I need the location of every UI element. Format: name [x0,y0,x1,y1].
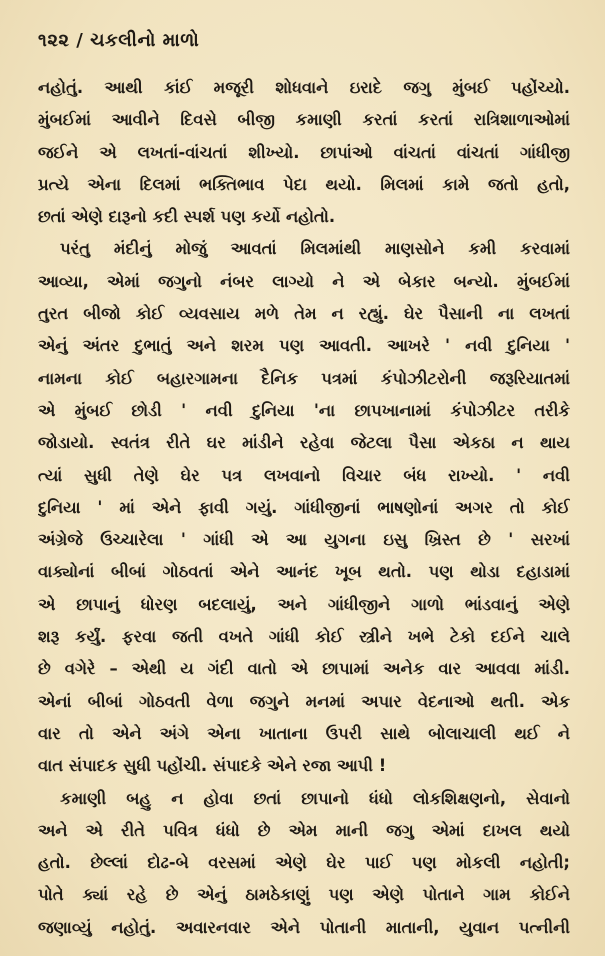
text-line: હતો. છેલ્લાં દોઢ-બે વરસમાં એણે ઘેર પાઈ પણ મોકલી નહોતી; [38,853,570,873]
text-line: એનાં બીબાં ગોઠવતી વેળા જગુને મનમાં અપાર વેદનાઓ થતી. એક [38,691,570,711]
body-text [38,72,570,944]
text-line: આવ્યા, એમાં જગુનો નંબર લાગ્યો ને એ બેકાર બન્યો. મુંબઈમાં [38,271,570,291]
text-line: વાર તો એને અંગે એના ખાતાના ઉપરી સાથે બોલાચાલી થઈ ને [38,723,570,743]
text-line: તુરત બીજો કોઈ વ્યવસાય મળે તેમ ન રહ્યું. ઘેર પૈસાની ના લખતાં [38,304,570,324]
text-line: એ મુંબઈ છોડી ' નવી દુનિયા 'ના છાપખાનામાં કંપોઝીટર તરીકે [38,400,570,420]
page-number: ૧૨૨ [38,30,70,51]
text-line: વાક્યોનાં બીબાં ગોઠવતાં એને આનંદ ખૂબ થતો. પણ થોડા દહાડામાં [38,562,570,582]
paragraph-2 [38,233,570,782]
running-header [38,30,199,51]
text-line: જણાવ્યું નહોતું. અવારનવાર એને પોતાની માતાની, યુવાન પત્નીની [38,917,570,937]
header-separator: / [76,30,84,51]
paragraph-1 [38,72,570,233]
text-line: ત્યાં સુધી તેણે ઘેર પત્ર લખવાનો વિચાર બંધ રાખ્યો. ' નવી [38,465,570,485]
text-line: નામના કોઈ બહારગામના દૈનિક પત્રમાં કંપોઝીટરોની જરૂરિયાતમાં [38,368,570,388]
text-line: નહોતું. આથી કાંઈ મજૂરી શોધવાને ઇરાદે જગુ મુંબઈ પહોંચ્યો. [38,78,570,97]
text-line: કમાણી બહુ ન હોવા છતાં છાપાનો ધંધો લોકશિક્ષણનો, સેવાનો [60,788,570,808]
book-title: ચકલીનો માળો [90,30,200,51]
text-line: દુનિયા ' માં એને ફાવી ગયું. ગાંધીજીનાં ભાષણોનાં અગર તો કોઈ [38,497,570,517]
text-line: છતાં એણે દારૂનો કદી સ્પર્શ પણ કર્યો નહોતો. [38,207,336,227]
text-line: એ છાપાનું ધોરણ બદલાયું, અને ગાંધીજીને ગાળો ભાંડવાનું એણે [38,594,570,614]
text-line: પ્રત્યે એના દિલમાં ભક્તિભાવ પેદા થયો. મિલમાં કામે જતો હતો, [38,174,570,194]
text-line: પોતે ક્યાં રહે છે એનું ઠામઠેકાણું પણ એણે પોતાને ગામ કોઈને [38,885,570,905]
text-line: જઈને એ લખતાં-વાંચતાં શીખ્યો. છાપાંઓ વાંચતાં વાંચતાં ગાંધીજી [38,142,570,162]
text-line: પરંતુ મંદીનું મોજું આવતાં મિલમાંથી માણસોને કમી કરવામાં [60,239,570,259]
text-line: અંગ્રેજે ઉચ્ચારેલા ' ગાંધી એ આ યુગના ઇસુ ખ્રિસ્ત છે ' સરખાં [38,530,570,550]
text-line: વાત સંપાદક સુધી પહોંચી. સંપાદકે એને રજા આપી ! [38,756,387,776]
text-line: જોડાયો. સ્વતંત્ર રીતે ઘર માંડીને રહેવા જેટલા પૈસા એકઠા ન થાય [38,433,570,453]
text-line: એનું અંતર દુભાતું અને શરમ પણ આવતી. આખરે ' નવી દુનિયા ' [38,336,570,356]
paragraph-3 [38,783,570,944]
text-line: છે વગેરે – એથી ય ગંદી વાતો એ છાપામાં અનેક વાર આવવા માંડી. [38,659,570,679]
text-line: મુંબઈમાં આવીને દિવસે બીજી કમાણી કરતાં કરતાં રાત્રિશાળાઓમાં [38,110,570,130]
text-line: અને એ રીતે પવિત્ર ધંધો છે એમ માની જગુ એમાં દાખલ થયો [38,820,570,840]
text-line: શરૂ કર્યું. ફરવા જતી વખતે ગાંધી કોઈ સ્ત્રીને ખભે ટેકો દઈને ચાલે [38,627,570,647]
